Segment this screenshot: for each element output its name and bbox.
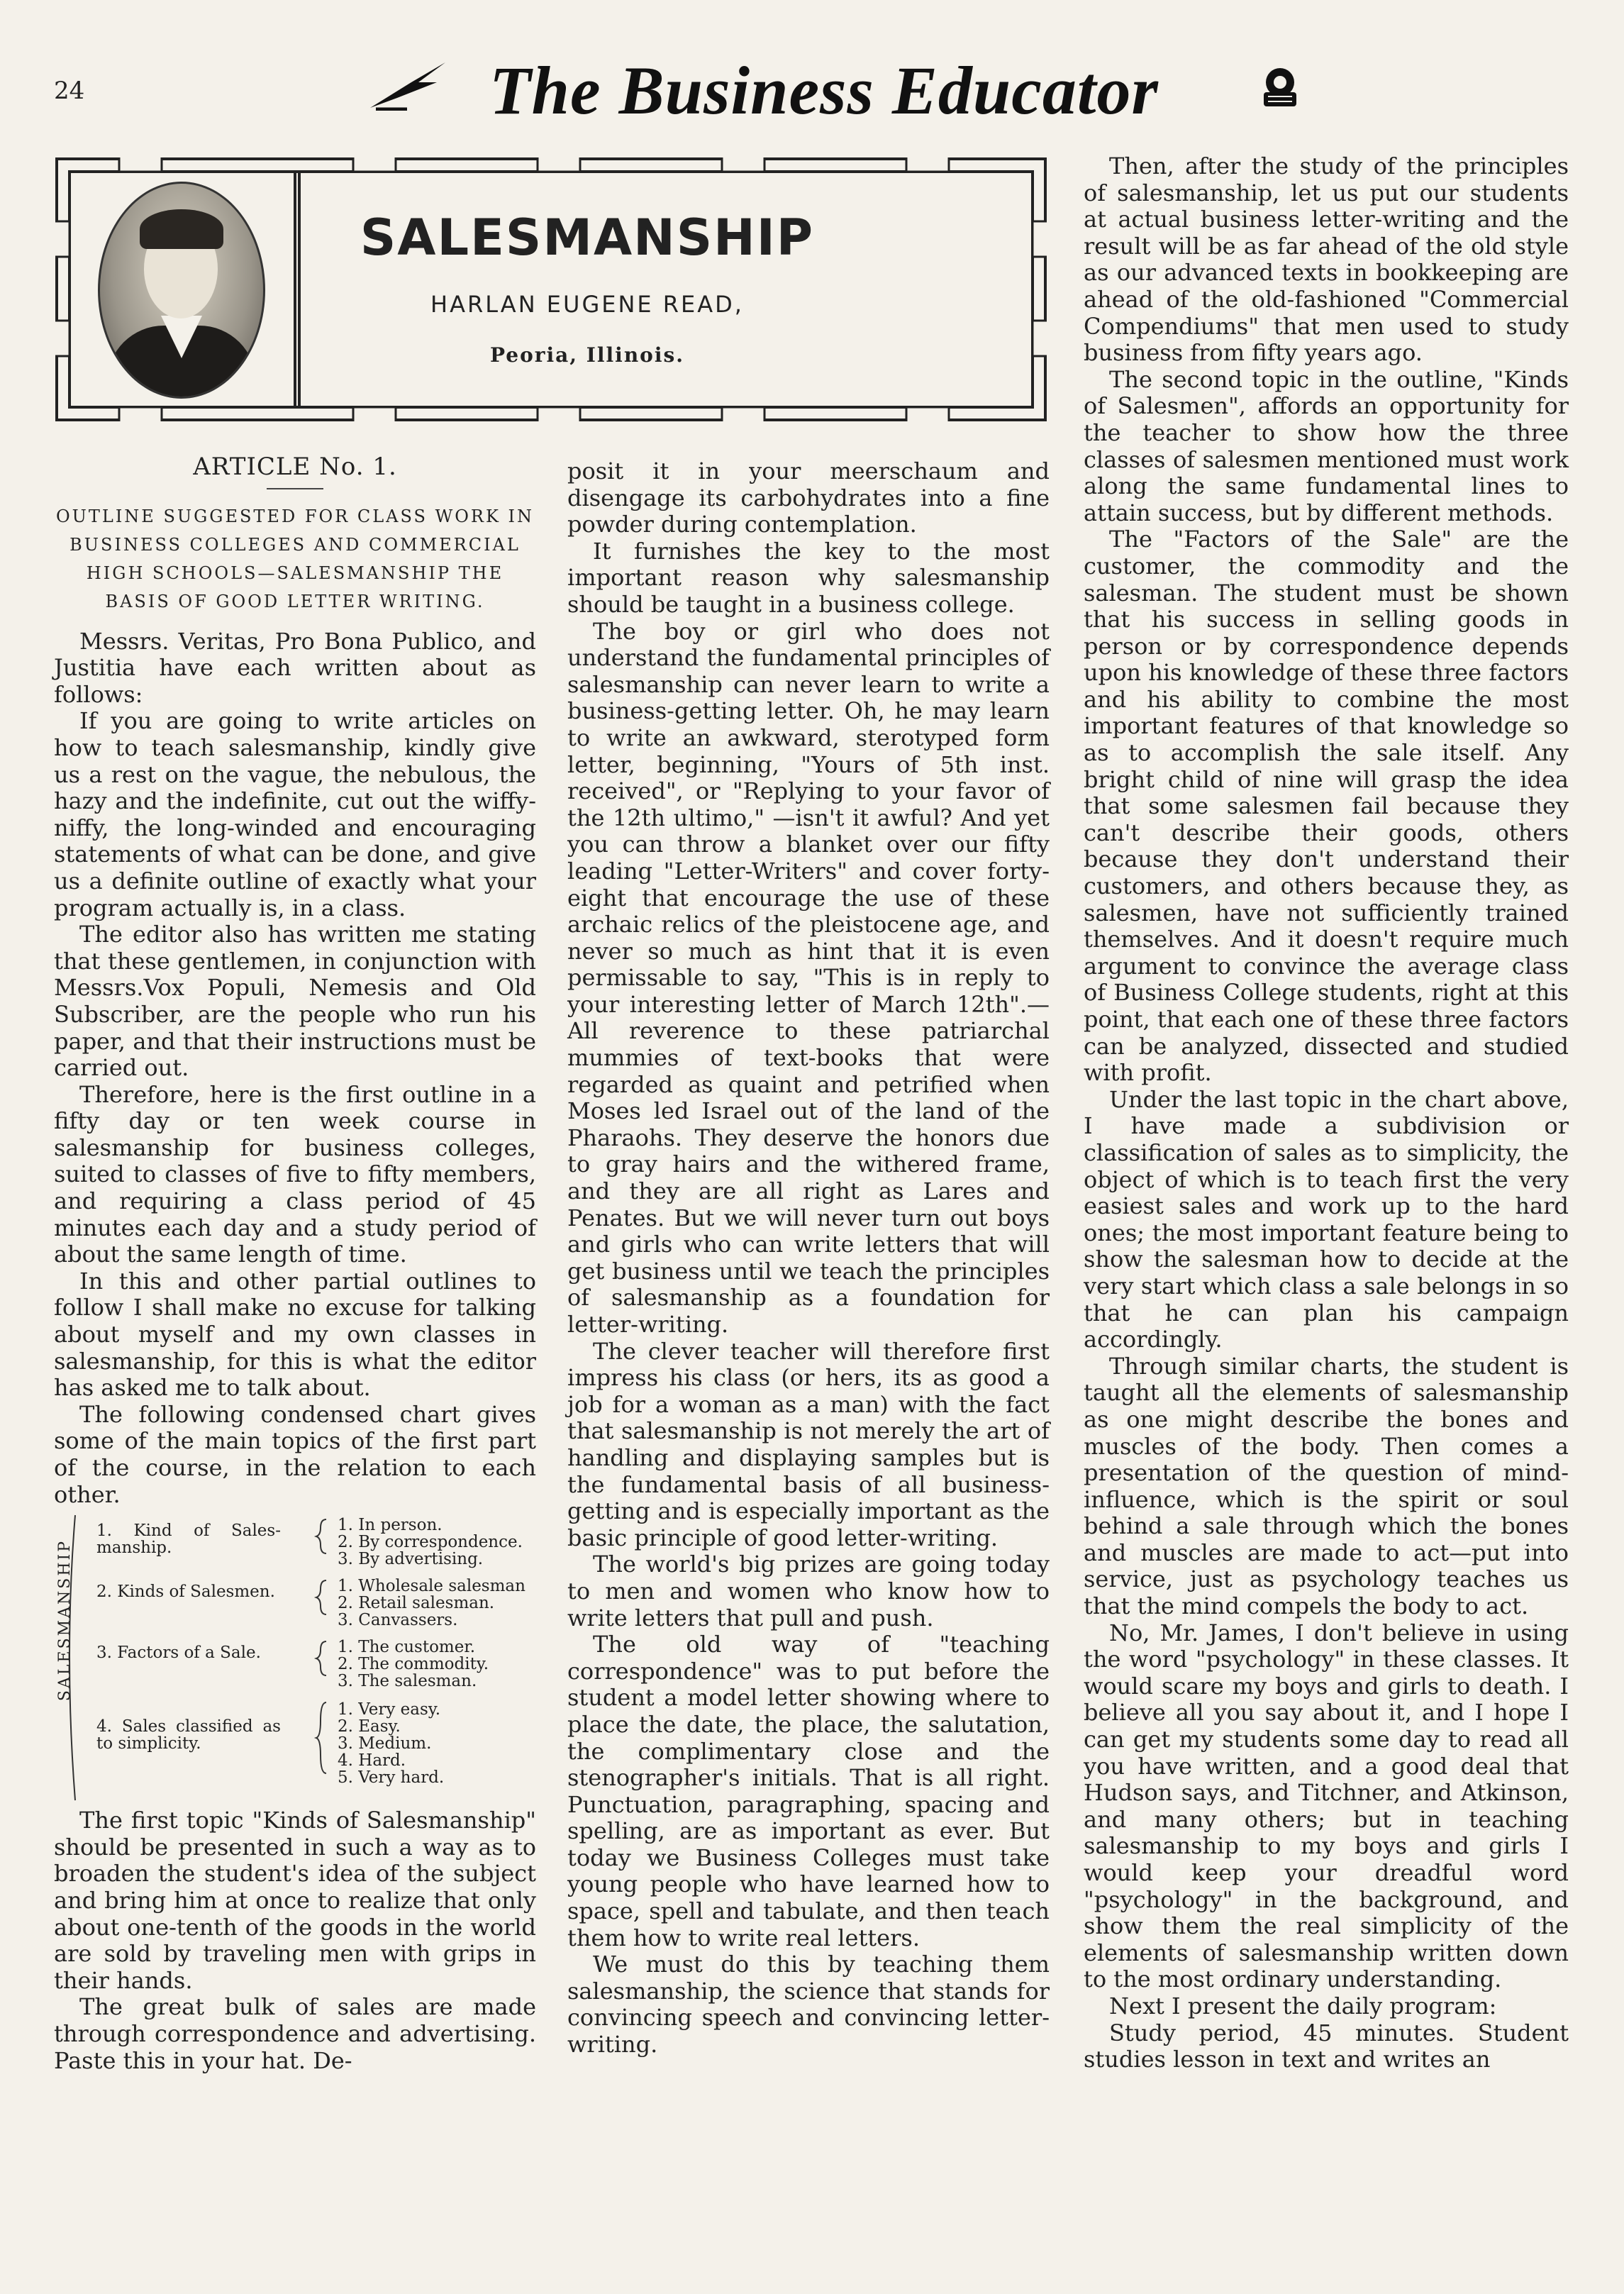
quill-bird-icon [369,61,447,111]
masthead [369,51,1319,128]
paragraph: Then, after the study of the principles of salesmanship, let us put our students at actual business letter-writing and the result will be as far ahead of the old style as our advanced texts in bookkeeping are ahead of the old-fashioned "Commercial Compendiums" that men used to study business from fifty years ago. [1084,153,1569,367]
article-number: ARTICLE No. 1. [193,453,397,481]
author-location: Peoria, Illinois. [489,343,684,367]
chart-item: 3. The salesman. [338,1672,477,1691]
chart-item: 3. By advertising. [338,1550,484,1569]
paragraph: The great bulk of sales are made through correspondence and advertising. Paste this in your hat. De- [54,1993,536,2074]
author-portrait [98,182,265,399]
chart-item: 2. Retail salesman. [338,1594,495,1613]
chart-item: 2. By correspondence. [338,1533,523,1552]
paragraph: We must do this by teaching them salesmanship, the science that stands for convincing speech and convincing letter-writing. [567,1951,1050,2058]
chart-item: 2. The commodity. [338,1655,489,1674]
chart-item: 3. Medium. [338,1734,432,1753]
outline-note: OUTLINE SUGGESTED FOR CLASS WORK IN BUSINESS COLLEGES AND COMMERCIAL HIGH SCHOOLS—SALESMANSHIP THE BASIS OF GOOD LETTER WRITING. [55,506,535,611]
column-3 [1084,153,1569,2073]
paragraph: The "Factors of the Sale" are the customer, the commodity and the salesman. The student must be shown that his success in selling goods in person or by correspondence depends upon his knowledge of these three factors and his ability to combine the most important features of that knowledge so as to accomplish the sale itself. Any bright child of nine will grasp the idea that some salesmen fail because they can't describe their goods, others because they don't understand their customers, and others because they, as salesmen, have not sufficiently trained themselves. And it doesn't require much argument to convince the average class of Business College students, right at this point, that each one of these three factors can be analyzed, dissected and studied with profit. [1084,526,1569,1087]
chart-item: 1. Very easy. [338,1700,441,1719]
paragraph: Messrs. Veritas, Pro Bona Publico, and Justitia have each written about as follows: [54,627,536,708]
paragraph: The editor also has written me stating that these gentlemen, in conjunction with Messrs.Vox Populi, Nemesis and Old Subscriber, are the people who run his paper, and that their instructions must be carried out. [54,921,536,1082]
paragraph: In this and other partial outlines to follow I shall make no excuse for talking about myself and my own classes in salesmanship, for this is what the editor has asked me to talk about. [54,1267,536,1402]
author-name: HARLAN EUGENE READ, [430,291,744,318]
paragraph: posit it in your meerschaum and disengage its carbohydrates into a fine powder during contemplation. [567,458,1050,538]
chart-group-label: 2. Kinds of Salesmen. [96,1583,275,1602]
chart-item: 3. Canvassers. [338,1611,458,1630]
paragraph: The old way of "teaching correspondence" was to put before the student a model letter showing where to place the date, the place, the salutation, the complimentary close and the stenographer's initials. That is all right. Punctuation, paragraphing, spacing and spelling, are as important as ever. But today we Business Colleges must take young people who have learned how to space, spell and tabulate, and then teach them how to write real letters. [567,1631,1050,1951]
paragraph: If you are going to write articles on how to teach salesmanship, kindly give us a rest on the vague, the nebulous, the hazy and the indefinite, cut out the wiffy-niffy, the long-winded and encouraging statements of what can be done, and give us a definite outline of exactly what your program actually is, in a class. [54,707,536,921]
paragraph: Therefore, here is the first outline in a fifty day or ten week course in salesmanship for business colleges, suited to classes of five to fifty members, and requiring a class period of 45 minutes each day and a study period of about the same length of time. [54,1080,536,1268]
emblem-icon [1255,61,1305,111]
article-title: SALESMANSHIP [360,209,815,267]
chart-item: 1. The customer. [338,1638,476,1657]
paragraph: The first topic "Kinds of Salesmanship" should be presented in such a way as to broaden the student's idea of the subject and bring him at once to realize that only about one-tenth of the goods in the world are sold by traveling men with grips in their hands. [54,1807,536,1994]
chart-item: 1. In person. [338,1516,443,1535]
page-number: 24 [54,77,85,105]
paragraph: Under the last topic in the chart above, I have made a subdivision or classification of sales as to simplicity, the object of which is to teach first the very easiest sales and work up to the hard ones; the most important feature being to show the salesman how to decide at the very start which class a sale belongs in so that he can plan his campaign accordingly. [1084,1085,1569,1353]
column-2 [567,458,1050,2058]
paragraph: The clever teacher will therefore first impress his class (or hers, its as good a job for a woman as a man) with the fact that salesmanship is not merely the art of handling and displaying samples but is the fundamental basis of all business-getting and is especially important as the basic principle of good letter-writing. [567,1337,1050,1551]
chart-item: 5. Very hard. [338,1768,445,1788]
topics-chart [54,1512,536,1803]
chart-item: 2. Easy. [338,1717,401,1736]
chart-group-label: 1. Kind of Sales-manship. [96,1522,281,1558]
paragraph: The boy or girl who does not understand the fundamental principles of salesmanship can never learn to write a business-getting letter. Oh, he may learn to write an awkward, sterotyped form letter, beginning, "Yours of 5th inst. received", or "Replying to your favor of the 12th ultimo," —isn't it awful? And yet you can throw a blanket over our fifty leading "Letter-Writers" and cover forty-eight that encourage the use of these archaic relics of the pleistocene age, and never so much as hint that it is even permissable to say, "This is in reply to your interesting letter of March 12th".—All reverence to these patriarchal mummies of text-books that were regarded as quaint and petrified when Moses led Israel out of the land of the Pharaohs. They deserve the honors due to gray hairs and the withered frame, and they are all right as Lares and Penates. But we will never turn out boys and girls who can write letters that will get business until we teach the principles of salesmanship as a foundation for letter-writing. [567,617,1050,1338]
paragraph: The following condensed chart gives some of the main topics of the first part of the course, in the relation to each other. [54,1400,536,1508]
paragraph: The second topic in the outline, "Kinds of Salesmen", affords an opportunity for the teacher to show how the three classes of salesmen mentioned must work along the same fundamental lines to attain success, but by different methods. [1084,365,1569,526]
masthead-title: The Business Educator [489,52,1159,128]
chart-item: 1. Wholesale salesman [338,1577,525,1596]
paragraph: Next I present the daily program: [1109,1992,1497,2019]
chart-group-label: 3. Factors of a Sale. [96,1644,261,1663]
column-1 [54,454,536,2074]
paragraph: It furnishes the key to the most important reason why salesmanship should be taught in a business college. [567,537,1050,618]
paragraph: The world's big prizes are going today to men and women who know how to write letters that pull and push. [567,1551,1050,1631]
paragraph: Study period, 45 minutes. Student studies lesson in text and writes an [1084,2019,1569,2073]
paragraph: No, Mr. James, I don't believe in using the word "psychology" in these classes. It would scare my boys and girls to death. I believe all you say about it, and I hope I can get my students some day to read all you have written, and a good deal that Hudson says, and Titchner, and Atkinson, and many others; but in teaching salesmanship to my boys and girls I would keep your dreadful word "psychology" in the background, and show them the real simplicity of the elements of salesmanship written down to the most ordinary understanding. [1084,1619,1569,1993]
article-header-banner [55,157,1047,421]
chart-item: 4. Hard. [338,1751,406,1771]
divider [267,488,323,489]
paragraph: Through similar charts, the student is taught all the elements of salesmanship as one might describe the bones and muscles of the body. Then comes a presentation of the question of mind-influence, which is the spirit or soul behind a sale through which the bones and muscles are made to act—put into service, just as psychology teaches us that the mind compels the body to act. [1084,1352,1569,1620]
chart-group-label: 4. Sales classified as to simplicity. [96,1717,281,1753]
chart-side-label: SALESMANSHIP [56,1539,74,1702]
